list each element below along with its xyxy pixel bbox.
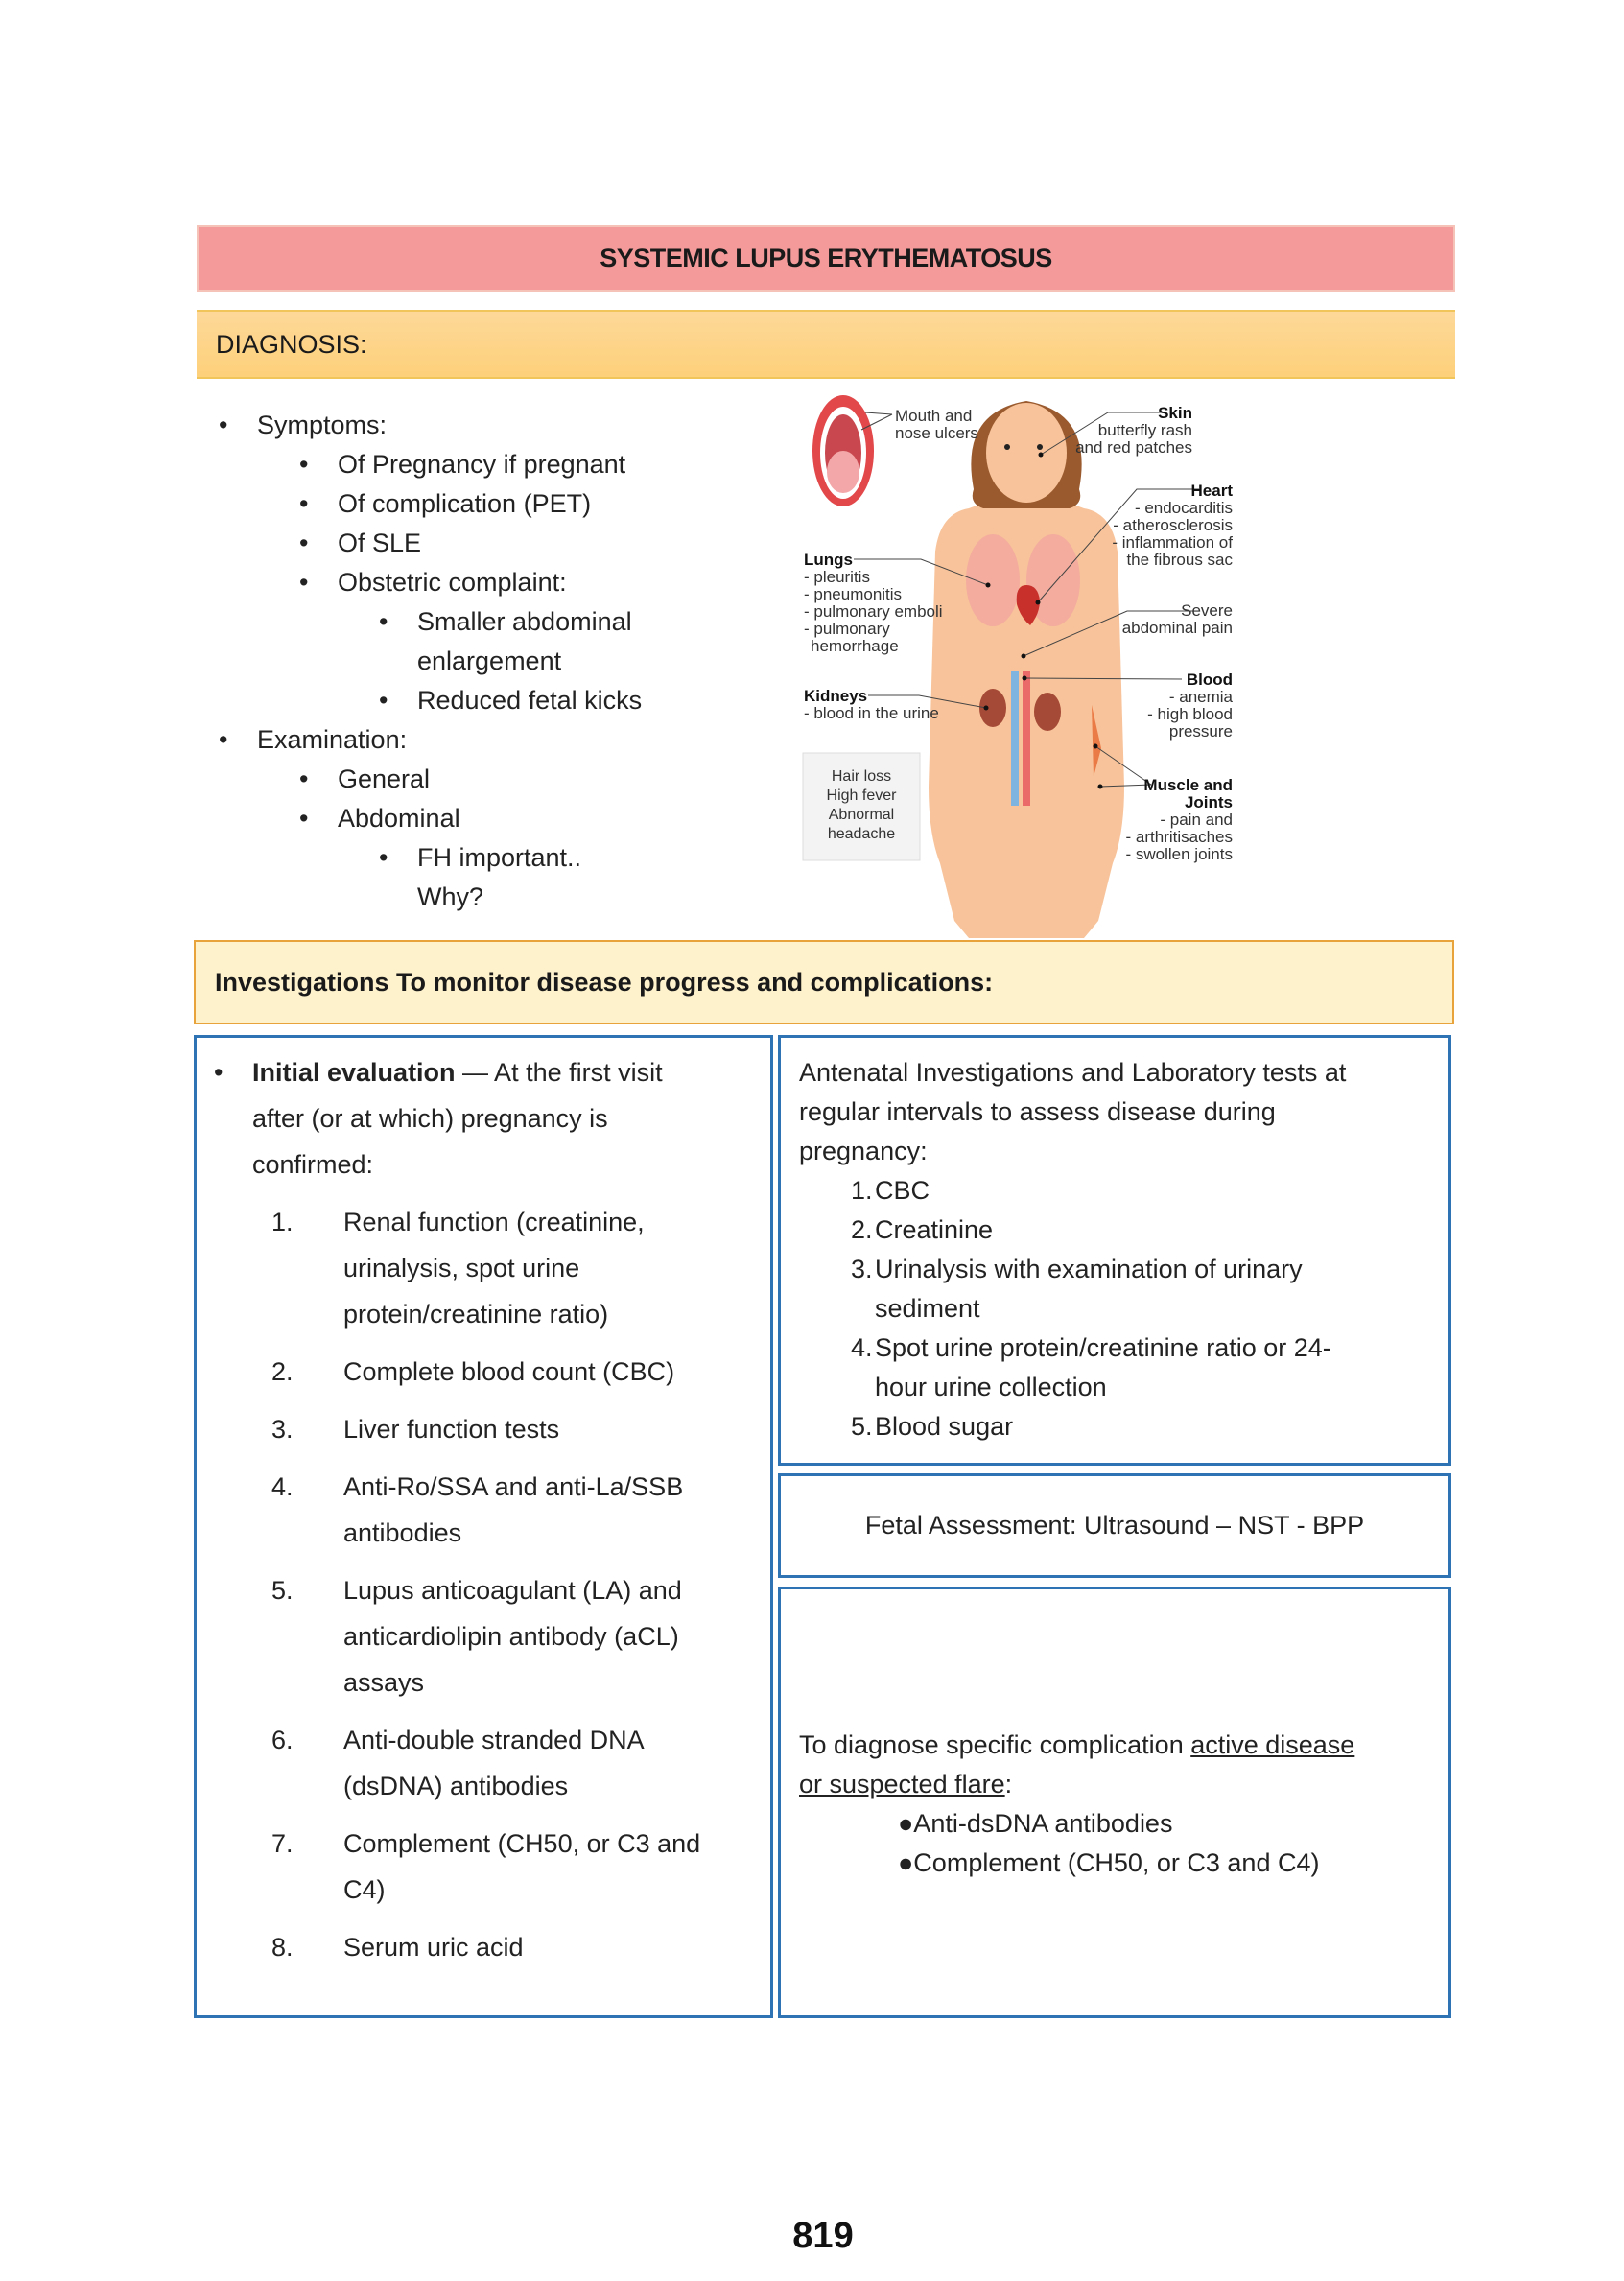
- initial-evaluation-box: [194, 1035, 773, 2018]
- investigations-heading: Investigations To monitor disease progress and complications:: [194, 940, 1454, 1024]
- fetal-assessment-box: [778, 1473, 1451, 1578]
- list-item-line: Anti-double stranded DNA: [343, 1726, 645, 1754]
- abdomen-label: Severe abdominal pain: [1121, 601, 1233, 637]
- list-item-line: protein/creatinine ratio): [343, 1300, 609, 1329]
- general-symptoms-box: Hair loss High fever Abnormal headache: [826, 768, 897, 842]
- antenatal-investigations-box: [778, 1035, 1451, 1466]
- list-number: 6.: [271, 1726, 294, 1754]
- list-item-line: urinalysis, spot urine: [343, 1254, 580, 1282]
- examination-item: • General: [299, 764, 431, 793]
- sle-body-illustration: [796, 384, 1468, 938]
- flare-intro: To diagnose specific complication active disease: [799, 1730, 1355, 1759]
- examination-sub-item: • FH important..: [379, 843, 582, 872]
- obstetric-item-cont: enlargement: [417, 647, 562, 675]
- page-title: SYSTEMIC LUPUS ERYTHEMATOSUS: [197, 225, 1455, 292]
- list-item-line: CBC: [875, 1176, 930, 1205]
- list-number: 2.: [851, 1215, 873, 1244]
- mouth-label: Mouth and nose ulcers: [895, 407, 978, 442]
- flare-diagnosis-box: [778, 1587, 1451, 2018]
- antenatal-intro-line: regular intervals to assess disease during: [799, 1097, 1276, 1126]
- examination-sub-item-cont: Why?: [417, 882, 484, 911]
- list-item-line: Complement (CH50, or C3 and: [343, 1829, 701, 1858]
- heart-label: Heart - endocarditis - atherosclerosis - inflammation of the fibrous sac: [1112, 482, 1233, 569]
- list-number: 1.: [271, 1208, 294, 1236]
- flare-item: ●Complement (CH50, or C3 and C4): [898, 1848, 1320, 1877]
- lungs-label: Lungs - pleuritis - pneumonitis - pulmonary emboli - pulmonary hemorrhage: [804, 551, 943, 655]
- list-number: 8.: [271, 1933, 294, 1962]
- flare-item: ●Anti-dsDNA antibodies: [898, 1809, 1173, 1838]
- symptoms-label: • Symptoms:: [219, 411, 388, 439]
- list-number: 3.: [271, 1415, 294, 1444]
- symptom-item: • Of SLE: [299, 529, 422, 557]
- list-item-line: hour urine collection: [875, 1373, 1107, 1401]
- list-item-line: assays: [343, 1668, 425, 1697]
- list-item-line: Blood sugar: [875, 1412, 1014, 1441]
- list-number: 4.: [271, 1472, 294, 1501]
- obstetric-item: • Smaller abdominal: [379, 607, 632, 636]
- list-item-line: sediment: [875, 1294, 980, 1323]
- examination-item: • Abdominal: [299, 804, 460, 833]
- list-item-line: Anti-Ro/SSA and anti-La/SSB: [343, 1472, 684, 1501]
- fetal-assessment-text: Fetal Assessment: Ultrasound – NST - BPP: [864, 1511, 1365, 1540]
- skin-label: Skin butterfly rash and red patches: [1075, 404, 1192, 457]
- antenatal-intro-line: Antenatal Investigations and Laboratory tests at: [799, 1058, 1347, 1087]
- obstetric-item: • Reduced fetal kicks: [379, 686, 643, 715]
- list-item-line: Serum uric acid: [343, 1933, 524, 1962]
- list-item-line: antibodies: [343, 1518, 462, 1547]
- list-item-line: Spot urine protein/creatinine ratio or 24-: [875, 1333, 1331, 1362]
- symptom-item: • Of Pregnancy if pregnant: [299, 450, 626, 479]
- list-item-line: (dsDNA) antibodies: [343, 1772, 569, 1800]
- initial-evaluation-line: after (or at which) pregnancy is: [252, 1104, 608, 1133]
- list-number: 5.: [851, 1412, 873, 1441]
- list-item-line: Creatinine: [875, 1215, 994, 1244]
- initial-evaluation-line: Initial evaluation — At the first visit: [252, 1058, 663, 1087]
- diagnosis-heading: DIAGNOSIS:: [197, 310, 1455, 379]
- bullet: •: [214, 1058, 224, 1087]
- list-item-line: C4): [343, 1875, 386, 1904]
- list-number: 1.: [851, 1176, 873, 1205]
- list-number: 2.: [271, 1357, 294, 1386]
- list-number: 5.: [271, 1576, 294, 1605]
- examination-label: • Examination:: [219, 725, 408, 754]
- symptom-item: • Obstetric complaint:: [299, 568, 567, 597]
- muscle-joints-label: Muscle and Joints - pain and - arthritisaches - swollen joints: [1125, 776, 1233, 863]
- list-item-line: Lupus anticoagulant (LA) and: [343, 1576, 682, 1605]
- list-item-line: Complete blood count (CBC): [343, 1357, 675, 1386]
- list-number: 7.: [271, 1829, 294, 1858]
- list-number: 4.: [851, 1333, 873, 1362]
- list-number: 3.: [851, 1255, 873, 1283]
- page-number: 819: [792, 2216, 854, 2256]
- blood-label: Blood - anemia - high blood pressure: [1147, 670, 1233, 741]
- kidneys-label: Kidneys - blood in the urine: [804, 687, 939, 722]
- antenatal-intro-line: pregnancy:: [799, 1137, 928, 1165]
- symptom-item: • Of complication (PET): [299, 489, 592, 518]
- list-item-line: Urinalysis with examination of urinary: [875, 1255, 1303, 1283]
- list-item-line: anticardiolipin antibody (aCL): [343, 1622, 679, 1651]
- list-item-line: Liver function tests: [343, 1415, 560, 1444]
- list-item-line: Renal function (creatinine,: [343, 1208, 645, 1236]
- initial-evaluation-line: confirmed:: [252, 1150, 374, 1179]
- flare-intro-cont: or suspected flare:: [799, 1770, 1013, 1799]
